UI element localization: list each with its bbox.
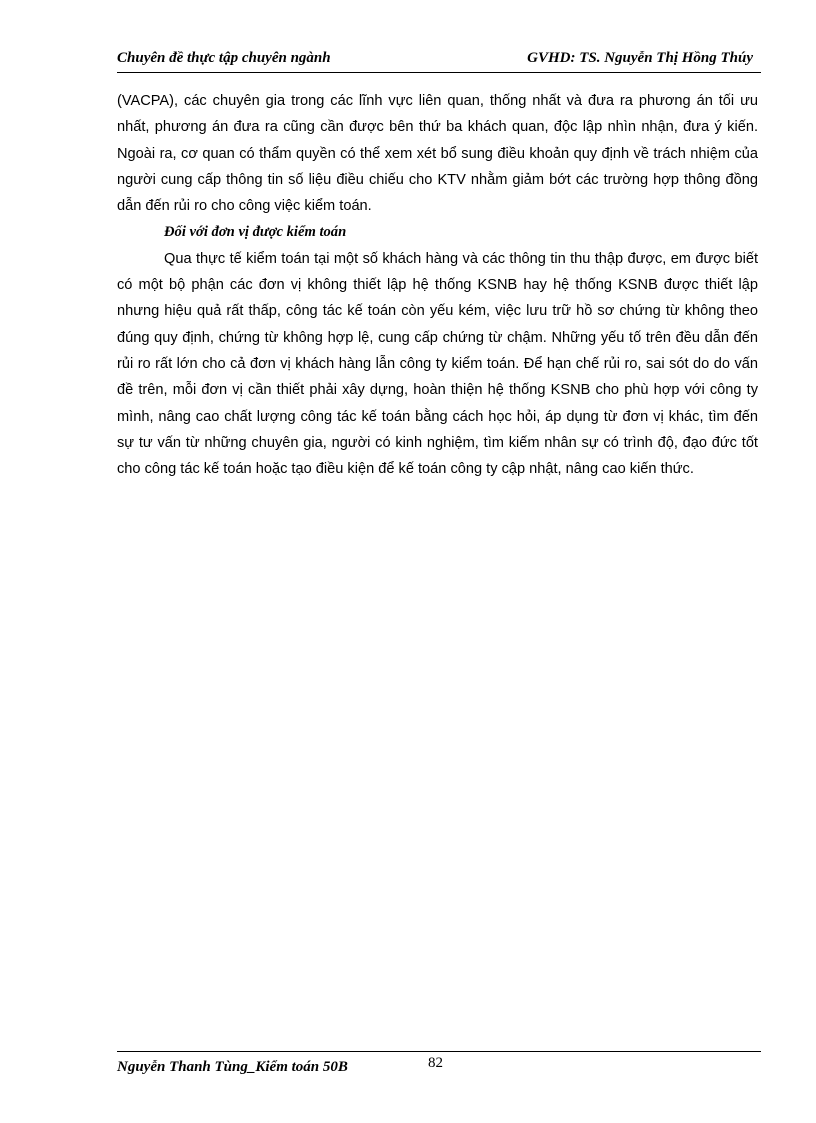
header-report-title: Chuyên đề thực tập chuyên ngành [117,50,331,66]
page-number: 82 [428,1055,443,1071]
page-header [117,46,761,73]
header-supervisor: GVHD: TS. Nguyễn Thị Hồng Thúy [527,50,753,66]
section-heading: Đối với đơn vị được kiểm toán [164,224,347,241]
section-paragraph: Qua thực tế kiểm toán tại một số khách hàng và các thông tin thu thập được, em được biết có một bộ phận các đơn vị không thiết lập hệ thống KSNB hay hệ thống KSNB được thiết lập nhưng hiệu quả rất thấp, công tác kế toán còn yếu kém, việc lưu trữ hồ sơ chứng từ không theo đúng quy định, chứng từ không hợp lệ, cung cấp chứng từ chậm. Những yếu tố trên đều dẫn đến rủi ro rất lớn cho cả đơn vị khách hàng lẫn công ty kiểm toán. Để hạn chế rủi ro, sai sót do do vấn đề trên, mỗi đơn vị cần thiết phải xây dựng, hoàn thiện hệ thống KSNB cho phù hợp với công ty mình, nâng cao chất lượng công tác kế toán bằng cách học hỏi, áp dụng từ đơn vị khác, tìm đến sự tư vấn từ những chuyên gia, người có kinh nghiệm, tìm kiếm nhân sự có trình độ, đạo đức tốt cho công tác kế toán hoặc tạo điều kiện để kế toán công ty cập nhật, nâng cao kiến thức. [117,250,758,478]
page-footer [117,1051,761,1082]
page-body [117,88,758,482]
footer-author: Nguyễn Thanh Tùng_Kiểm toán 50B [117,1059,348,1075]
intro-paragraph: (VACPA), các chuyên gia trong các lĩnh vực liên quan, thống nhất và đưa ra phương án tối ưu nhất, phương án đưa ra cũng cần được bên thứ ba khách quan, độc lập nhìn nhận, đưa ý kiến. Ngoài ra, cơ quan có thẩm quyền có thể xem xét bổ sung điều khoản quy định về trách nhiệm của người cung cấp thông tin số liệu điều chiếu cho KTV nhằm giảm bớt các trường hợp thông đồng dẫn đến rủi ro cho công việc kiểm toán. [117,93,758,215]
